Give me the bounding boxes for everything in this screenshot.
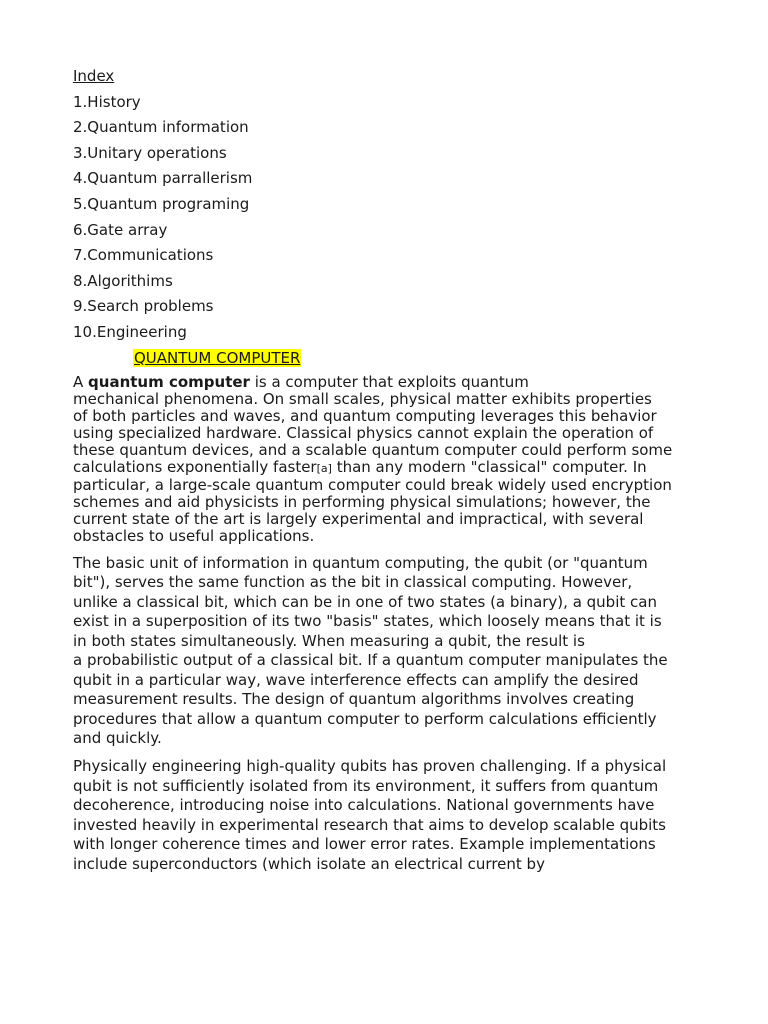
paragraph-line: of both particles and waves, and quantum computing leverages this behavior <box>73 406 657 425</box>
paragraph-line <box>73 459 698 477</box>
toc-item-algorithms: 8.Algorithims <box>73 271 173 290</box>
paragraph-line: Physically engineering high-quality qubits has proven challenging. If a physical <box>73 757 667 776</box>
section-heading: QUANTUM COMPUTER <box>134 348 301 367</box>
paragraph-line: in both states simultaneously. When measuring a qubit, the result is <box>73 631 585 650</box>
paragraph-line: mechanical phenomena. On small scales, physical matter exhibits properties <box>73 389 652 408</box>
paragraph-intro <box>73 374 698 545</box>
paragraph-line: procedures that allow a quantum computer to perform calculations efficiently <box>73 709 657 728</box>
paragraph-line: decoherence, introducing noise into calculations. National governments have <box>73 796 655 815</box>
heading-container <box>133 348 698 368</box>
toc-item-engineering: 10.Engineering <box>73 322 187 341</box>
document-body <box>73 66 698 874</box>
toc-item-history: 1.History <box>73 92 141 111</box>
toc-item-quantum-parallelism: 4.Quantum parrallerism <box>73 169 253 188</box>
toc-item-quantum-programing: 5.Quantum programing <box>73 194 250 213</box>
text-run: A <box>73 372 89 391</box>
index-title: Index <box>73 67 115 85</box>
text-run: calculations exponentially faster <box>73 457 317 476</box>
paragraph-line: measurement results. The design of quantum algorithms involves creating <box>73 690 635 709</box>
paragraph-line: these quantum devices, and a scalable quantum computer could perform some <box>73 440 673 459</box>
paragraph-line: obstacles to useful applications. <box>73 526 315 545</box>
toc-item-unitary-operations: 3.Unitary operations <box>73 143 227 162</box>
paragraph-line: and quickly. <box>73 729 162 748</box>
paragraph-line: exist in a superposition of its two "basis" states, which loosely means that it is <box>73 612 662 631</box>
paragraph-line: include superconductors (which isolate an electrical current by <box>73 854 545 873</box>
paragraph-line: The basic unit of information in quantum computing, the qubit (or "quantum <box>73 553 648 572</box>
paragraph-line: a probabilistic output of a classical bit. If a quantum computer manipulates the <box>73 651 668 670</box>
paragraph-line: qubit in a particular way, wave interference effects can amplify the desired <box>73 670 639 689</box>
paragraph-line: qubit is not sufficiently isolated from its environment, it suffers from quantum <box>73 776 659 795</box>
paragraph-line <box>73 374 698 391</box>
paragraph-line: current state of the art is largely experimental and impractical, with several <box>73 509 644 528</box>
paragraph-line: with longer coherence times and lower error rates. Example implementations <box>73 835 656 854</box>
paragraph-line: invested heavily in experimental research that aims to develop scalable qubits <box>73 815 666 834</box>
toc-item-gate-array: 6.Gate array <box>73 220 168 239</box>
paragraph-line: particular, a large-scale quantum computer could break widely used encryption <box>73 475 672 494</box>
toc-item-search-problems: 9.Search problems <box>73 297 214 316</box>
text-run: than any modern "classical" computer. In <box>331 457 647 476</box>
paragraph-line: unlike a classical bit, which can be in one of two states (a binary), a qubit can <box>73 592 657 611</box>
paragraph-line: schemes and aid physicists in performing physical simulations; however, the <box>73 492 651 511</box>
paragraph-line: bit"), serves the same function as the bit in classical computing. However, <box>73 573 633 592</box>
footnote-link[interactable]: [a] <box>316 461 332 475</box>
bold-term: quantum computer <box>88 372 250 391</box>
toc-item-communications: 7.Communications <box>73 246 214 265</box>
paragraph-line: using specialized hardware. Classical physics cannot explain the operation of <box>73 423 654 442</box>
paragraph-engineering <box>73 757 698 874</box>
paragraph-qubit <box>73 554 698 749</box>
text-run: is a computer that exploits quantum <box>249 372 529 391</box>
toc-item-quantum-information: 2.Quantum information <box>73 118 249 137</box>
